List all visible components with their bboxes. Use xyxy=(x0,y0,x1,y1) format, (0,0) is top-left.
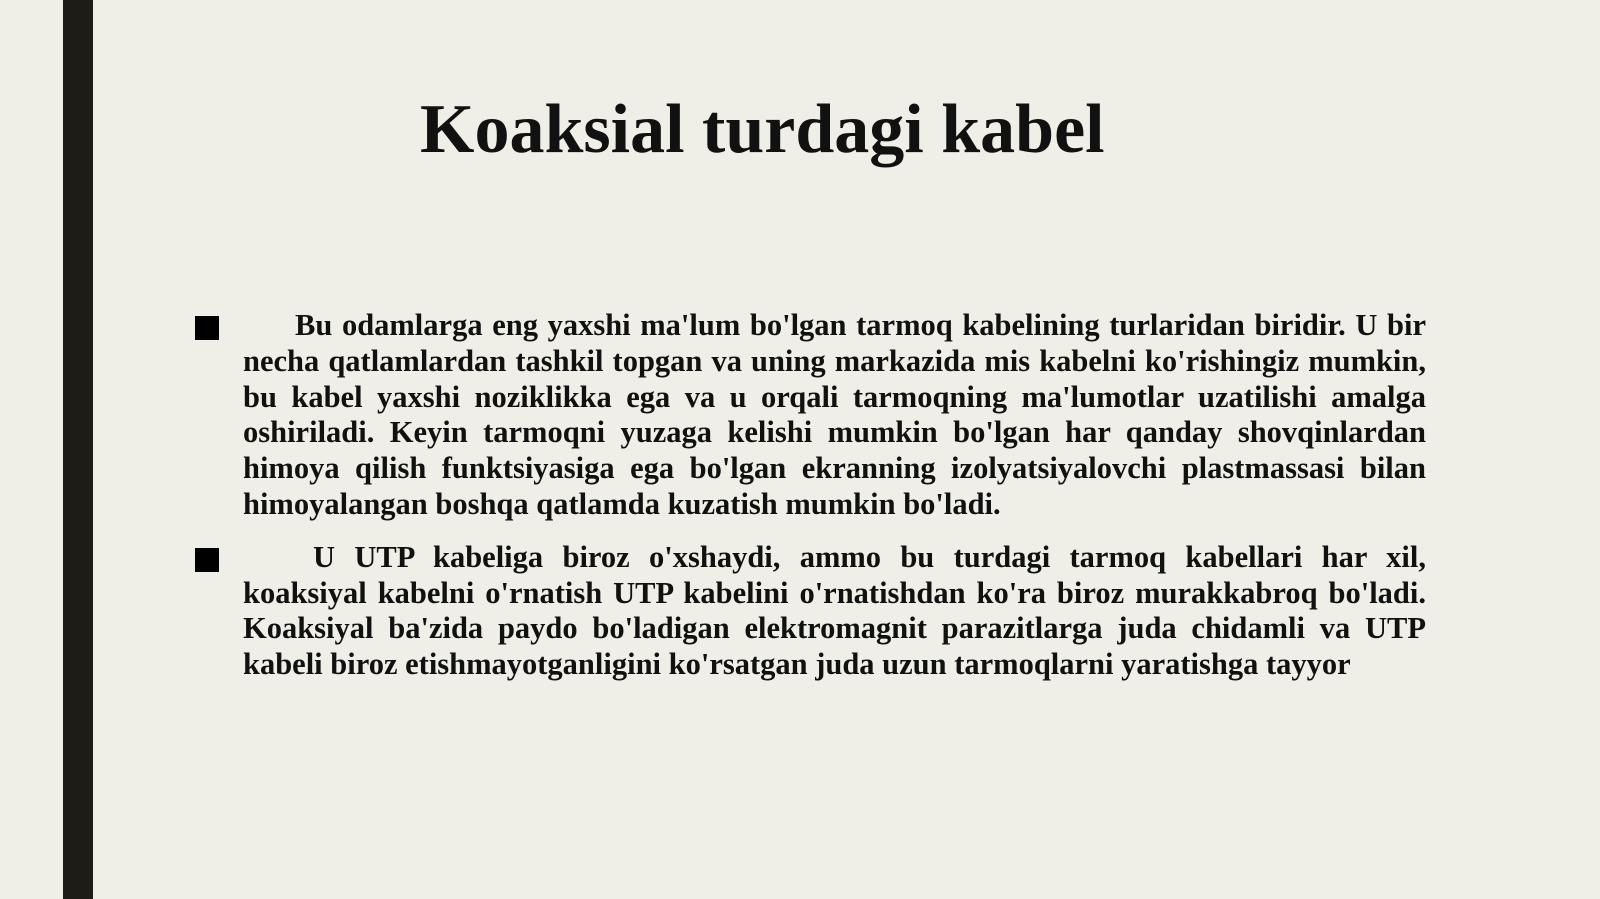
square-bullet-icon xyxy=(195,316,219,340)
bullet-text: Bu odamlarga eng yaxshi ma'lum bo'lgan tarmoq kabelining turlaridan biridir. U bir necha qatlamlardan tashkil topgan va uning markazida mis kabelni ko'rishingiz mumkin, bu kabel yaxshi noziklikka ega va u orqali tarmoqning ma'lumotlar uzatilishi amalga oshiriladi. Keyin tarmoqni yuzaga kelishi mumkin bo'lgan har qanday shovqinlardan himoya qilish funktsiyasiga ega bo'lgan ekranning izolyatsiyalovchi plastmassasi bilan himoyalangan boshqa qatlamda kuzatish mumkin bo'ladi. xyxy=(243,308,1426,521)
bullet-text: U UTP kabeliga biroz o'xshaydi, ammo bu turdagi tarmoq kabellari har xil, koaksiyal kabelni o'rnatish UTP kabelini o'rnatishdan ko'ra biroz murakkabroq bo'ladi. Koaksiyal ba'zida paydo bo'ladigan elektromagnit parazitlarga juda chidamli va UTP kabeli biroz etishmayotganligini ko'rsatgan juda uzun tarmoqlarni yaratishga tayyor xyxy=(243,539,1426,682)
left-accent-bar xyxy=(63,0,93,899)
slide-title: Koaksial turdagi kabel xyxy=(420,91,1105,168)
slide-body xyxy=(193,308,1426,700)
bullet-item xyxy=(193,540,1426,683)
square-bullet-icon xyxy=(195,548,219,572)
bullet-item xyxy=(193,308,1426,523)
